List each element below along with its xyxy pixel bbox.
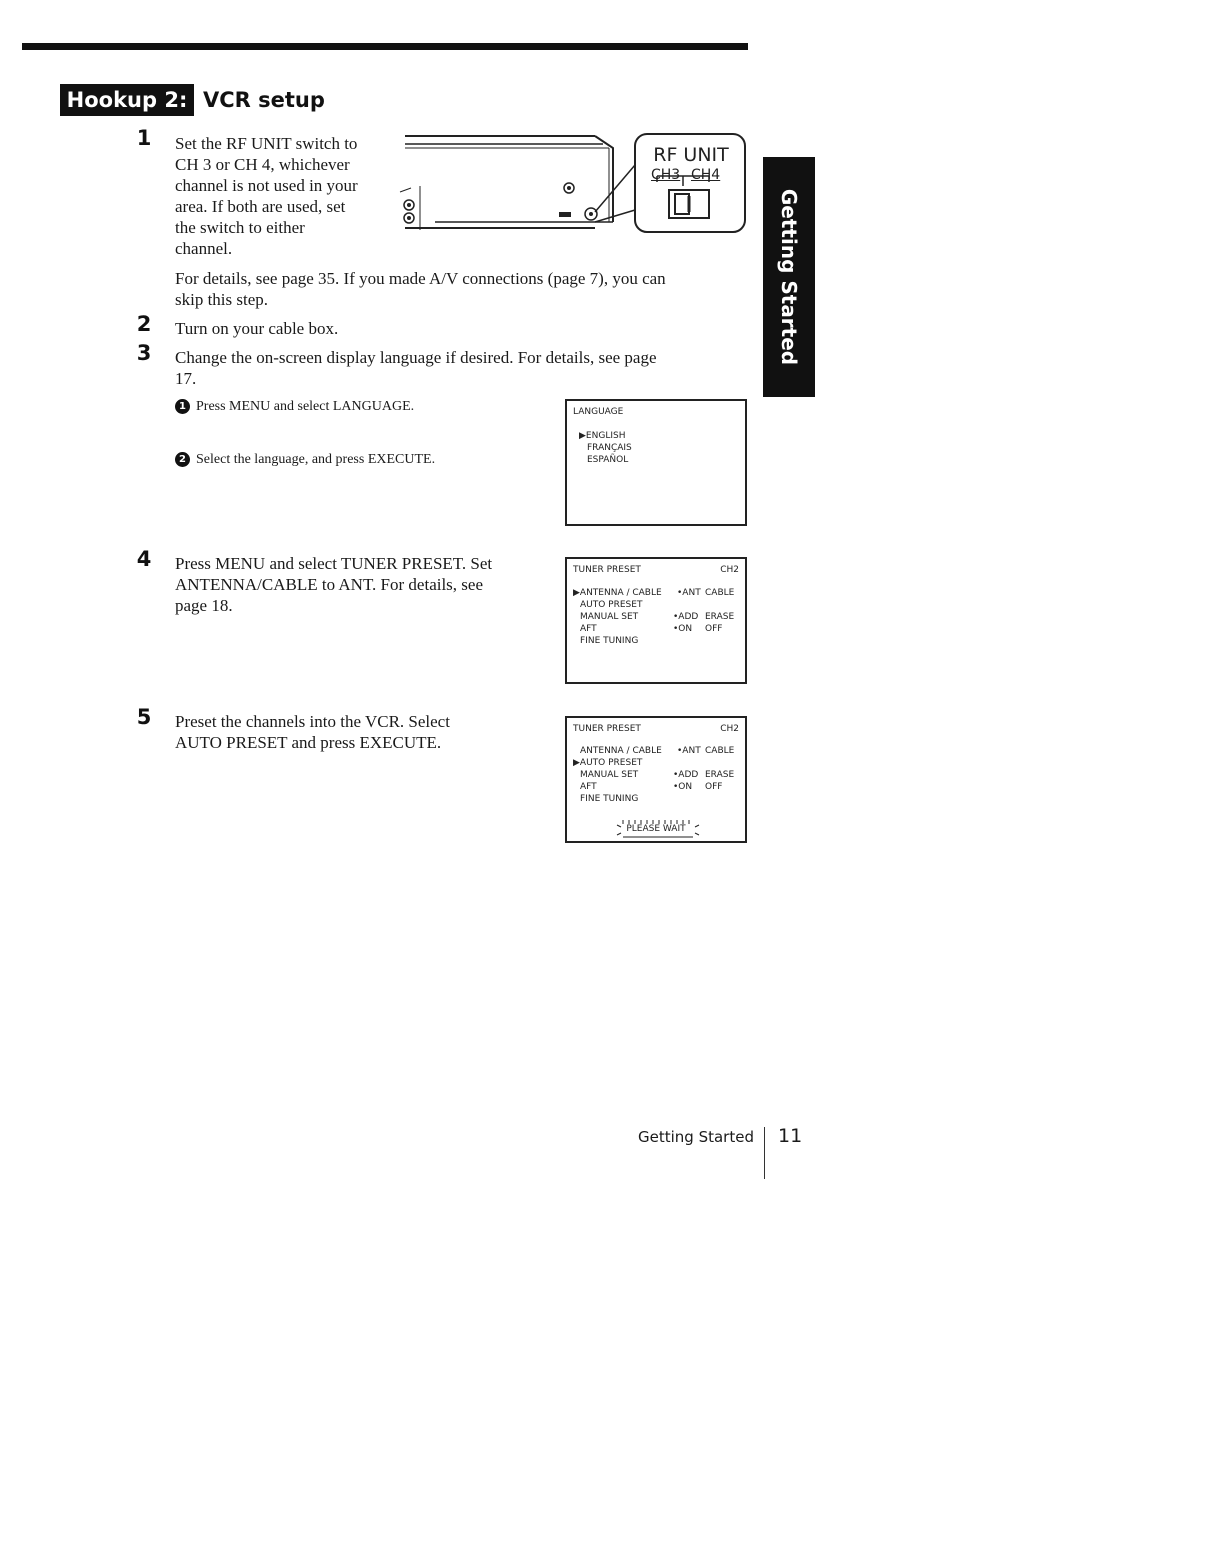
rf-unit-illustration — [395, 130, 755, 245]
osd-row-label: ANTENNA / CABLE — [580, 746, 662, 756]
osd-row-label: AUTO PRESET — [580, 600, 643, 610]
osd-row-label: MANUAL SET — [580, 770, 639, 780]
osd-menu-item: ESPAÑOL — [587, 455, 629, 465]
step-4-text — [175, 553, 555, 616]
step-4-line: Press MENU and select TUNER PRESET. Set — [175, 554, 493, 573]
step-4-line: ANTENNA/CABLE to ANT. For details, see — [175, 575, 484, 594]
step-1-detail — [175, 268, 755, 310]
osd-row-label: FINE TUNING — [580, 794, 639, 804]
osd-row-option: OFF — [705, 624, 723, 634]
step-number-1: 1 — [136, 126, 152, 150]
osd-row-label: ▶ANTENNA / CABLE — [573, 588, 662, 598]
osd-title: LANGUAGE — [573, 407, 624, 417]
osd-status-text: PLEASE WAIT — [626, 824, 686, 834]
osd-row-label: AFT — [580, 782, 597, 792]
top-rule — [22, 43, 748, 50]
substep-marker: 1 — [175, 399, 190, 414]
step-2-text — [175, 318, 735, 339]
footer-divider — [764, 1127, 765, 1179]
step-3-line: Change the on-screen display language if desired. For details, see page — [175, 348, 657, 367]
osd-tuner-preset-screen-2 — [565, 716, 747, 843]
hookup-badge: Hookup 2: — [60, 84, 194, 116]
osd-row-option: •ON — [673, 624, 693, 634]
osd-language-screen — [565, 399, 747, 526]
osd-channel: CH2 — [720, 565, 739, 575]
step-1-detail-line: skip this step. — [175, 290, 269, 309]
osd-row-label: MANUAL SET — [580, 612, 639, 622]
osd-row-option: ERASE — [705, 612, 735, 622]
osd-menu-item: ▶ENGLISH — [579, 431, 626, 441]
osd-row-label: AFT — [580, 624, 597, 634]
page-number: 11 — [778, 1125, 803, 1147]
step-1-detail-line: For details, see page 35. If you made A/V connections (page 7), you can — [175, 269, 666, 288]
step-2-line: Turn on your cable box. — [175, 319, 339, 338]
step-4-line: page 18. — [175, 596, 233, 615]
osd-row-option: •ADD — [673, 612, 699, 622]
rf-unit-ch4-label: CH4 — [691, 167, 721, 183]
substep-marker: 2 — [175, 452, 190, 467]
osd-row-option: CABLE — [705, 588, 735, 598]
rf-unit-label: RF UNIT — [653, 144, 729, 166]
step-1-line: the switch to either — [175, 218, 305, 237]
osd-row-option: OFF — [705, 782, 723, 792]
osd-row-option: •ADD — [673, 770, 699, 780]
rf-unit-ch3-label: CH3 — [651, 167, 681, 183]
step-1-line: Set the RF UNIT switch to — [175, 134, 358, 153]
step-5-line: Preset the channels into the VCR. Select — [175, 712, 450, 731]
substep-text: Press MENU and select LANGUAGE. — [196, 399, 415, 414]
step-number-3: 3 — [136, 341, 152, 365]
step-1-line: area. If both are used, set — [175, 197, 346, 216]
osd-row-option: •ANT — [677, 588, 701, 598]
step-3-line: 17. — [175, 369, 197, 388]
page-title: VCR setup — [203, 88, 325, 112]
osd-channel: CH2 — [720, 724, 739, 734]
osd-row-option: •ANT — [677, 746, 701, 756]
step-3-substep-1 — [175, 397, 535, 417]
osd-row-label: ▶AUTO PRESET — [573, 758, 643, 768]
section-side-tab — [763, 157, 815, 397]
substep-text: Select the language, and press EXECUTE. — [196, 452, 436, 467]
step-3-text — [175, 347, 755, 389]
please-wait-sparkle-border — [613, 817, 703, 841]
step-1-line: channel is not used in your — [175, 176, 358, 195]
footer-section-name: Getting Started — [638, 1128, 754, 1146]
step-number-2: 2 — [136, 312, 152, 336]
osd-title: TUNER PRESET — [573, 565, 641, 575]
section-side-tab-label: Getting Started — [777, 188, 801, 366]
osd-row-option: CABLE — [705, 746, 735, 756]
osd-row-option: •ON — [673, 782, 693, 792]
step-1-line: channel. — [175, 239, 233, 258]
osd-row-option: ERASE — [705, 770, 735, 780]
step-1-text — [175, 133, 405, 259]
osd-menu-item: FRANÇAIS — [587, 443, 632, 453]
step-1-line: CH 3 or CH 4, whichever — [175, 155, 350, 174]
osd-row-label: FINE TUNING — [580, 636, 639, 646]
step-5-line: AUTO PRESET and press EXECUTE. — [175, 733, 442, 752]
step-number-4: 4 — [136, 547, 152, 571]
step-5-text — [175, 711, 555, 753]
step-3-substep-2 — [175, 450, 535, 470]
step-number-5: 5 — [136, 705, 152, 729]
osd-tuner-preset-screen-1 — [565, 557, 747, 684]
osd-title: TUNER PRESET — [573, 724, 641, 734]
